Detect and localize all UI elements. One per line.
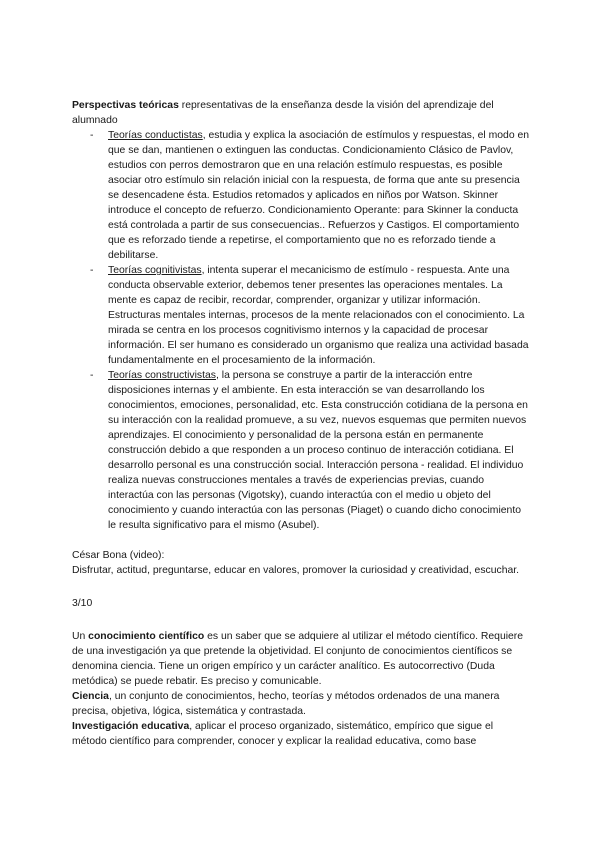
scientific-text: es un saber que se adquiere al utilizar el método científico. Requiere de una investigación ya que pretende la objetividad. El conjunto de conocimientos científicos se denomina ciencia. Tiene un origen empírico y un carácter analítico. Es autocorrectivo (Duda metódica) se puede rebatir. Es preciso y comunicable. (72, 631, 524, 687)
science-paragraph (72, 689, 530, 719)
spacer (72, 611, 530, 629)
research-term: Investigación educativa (72, 721, 190, 732)
research-paragraph (72, 719, 530, 749)
science-text: , un conjunto de conocimientos, hecho, teorías y métodos ordenados de una manera precisa, objetiva, lógica, sistemática y contrastada. (72, 691, 500, 717)
spacer (72, 578, 530, 596)
scientific-paragraph (72, 629, 530, 689)
video-text: Disfrutar, actitud, preguntarse, educar en valores, promover la curiosidad y creatividad, escuchar. (72, 565, 520, 576)
theory-text: , intenta superar el mecanicismo de estímulo - respuesta. Ante una conducta observable exterior, debemos tener presentes las operaciones mentales. La mente es capaz de recibir, recordar, comprender, organizar y utilizar información. Estructuras mentales internas, procesos de la mente relacionados con el conocimiento. La mirada se centra en los procesos cognitivismo internos y la capacidad de procesar información. El ser humano es considerado un organismo que realiza una actividad basada fundamentalmente en el procesamiento de la información. (108, 265, 529, 366)
theory-text: , estudia y explica la asociación de estímulos y respuestas, el modo en que se dan, mantienen o extinguen las conductas. Condicionamiento Clásico de Pavlov, estudios con perros demostraron que en una relación estímulo respuestas, es posible asociar otro estímulo sin relación inicial con la respuesta, de forma que ante su presencia se desencadene ésta. Estudios retomados y aplicados en niños por Watson. Skinner introduce el concepto de refuerzo. Condicionamiento Operante: para Skinner la conducta está controlada a partir de sus consecuencias.. Refuerzos y Castigos. El comportamiento que es reforzado tiende a repetirse, el comportamiento que no es reforzado tiende a debilitarse. (108, 130, 530, 261)
intro-text: representativas de la enseñanza desde la visión del aprendizaje del alumnado (72, 100, 494, 126)
list-item (72, 368, 530, 533)
document-body (72, 98, 530, 749)
science-term: Ciencia (72, 691, 109, 702)
bullet-marker: - (90, 130, 94, 141)
intro-heading: Perspectivas teóricas (72, 100, 179, 111)
video-title: César Bona (video): (72, 550, 165, 561)
list-item (72, 263, 530, 368)
scientific-term: conocimiento científico (88, 631, 205, 642)
theory-term: Teorías cognitivistas (108, 265, 202, 276)
theory-term: Teorías constructivistas (108, 370, 216, 381)
bullet-marker: - (90, 370, 94, 381)
theory-term: Teorías conductistas (108, 130, 203, 141)
intro-paragraph (72, 98, 530, 128)
bullet-marker: - (90, 265, 94, 276)
spacer (72, 533, 530, 548)
research-text: , aplicar el proceso organizado, sistemático, empírico que sigue el método científico para comprender, conocer y explicar la realidad educativa, como base (72, 721, 494, 747)
list-item (72, 128, 530, 263)
theory-text: , la persona se construye a partir de la interacción entre disposiciones internas y el ambiente. En esta interacción se van desarrollando los conocimientos, emociones, personalidad, etc. Esta construcción cotidiana de la persona en su interacción con la realidad promueve, a su vez, nuevos esquemas que permiten nuevos aprendizajes. El conocimiento y personalidad de la persona están en permanente construcción debido a que responden a un proceso continuo de interacción cotidiana. El desarrollo personal es una construcción social. Interacción persona - realidad. El individuo realiza nuevas construcciones mentales a través de experiencias previas, cuando interactúa con las personas (Vigotsky), cuando interactúa con el medio u objeto del conocimiento y cuando interactúa con las personas (Piaget) o cuando dicho conocimiento le resulta significativo para el mismo (Asubel). (108, 370, 528, 531)
scientific-prefix: Un (72, 631, 89, 642)
theories-list (72, 128, 530, 533)
date-heading: 3/10 (72, 598, 93, 609)
